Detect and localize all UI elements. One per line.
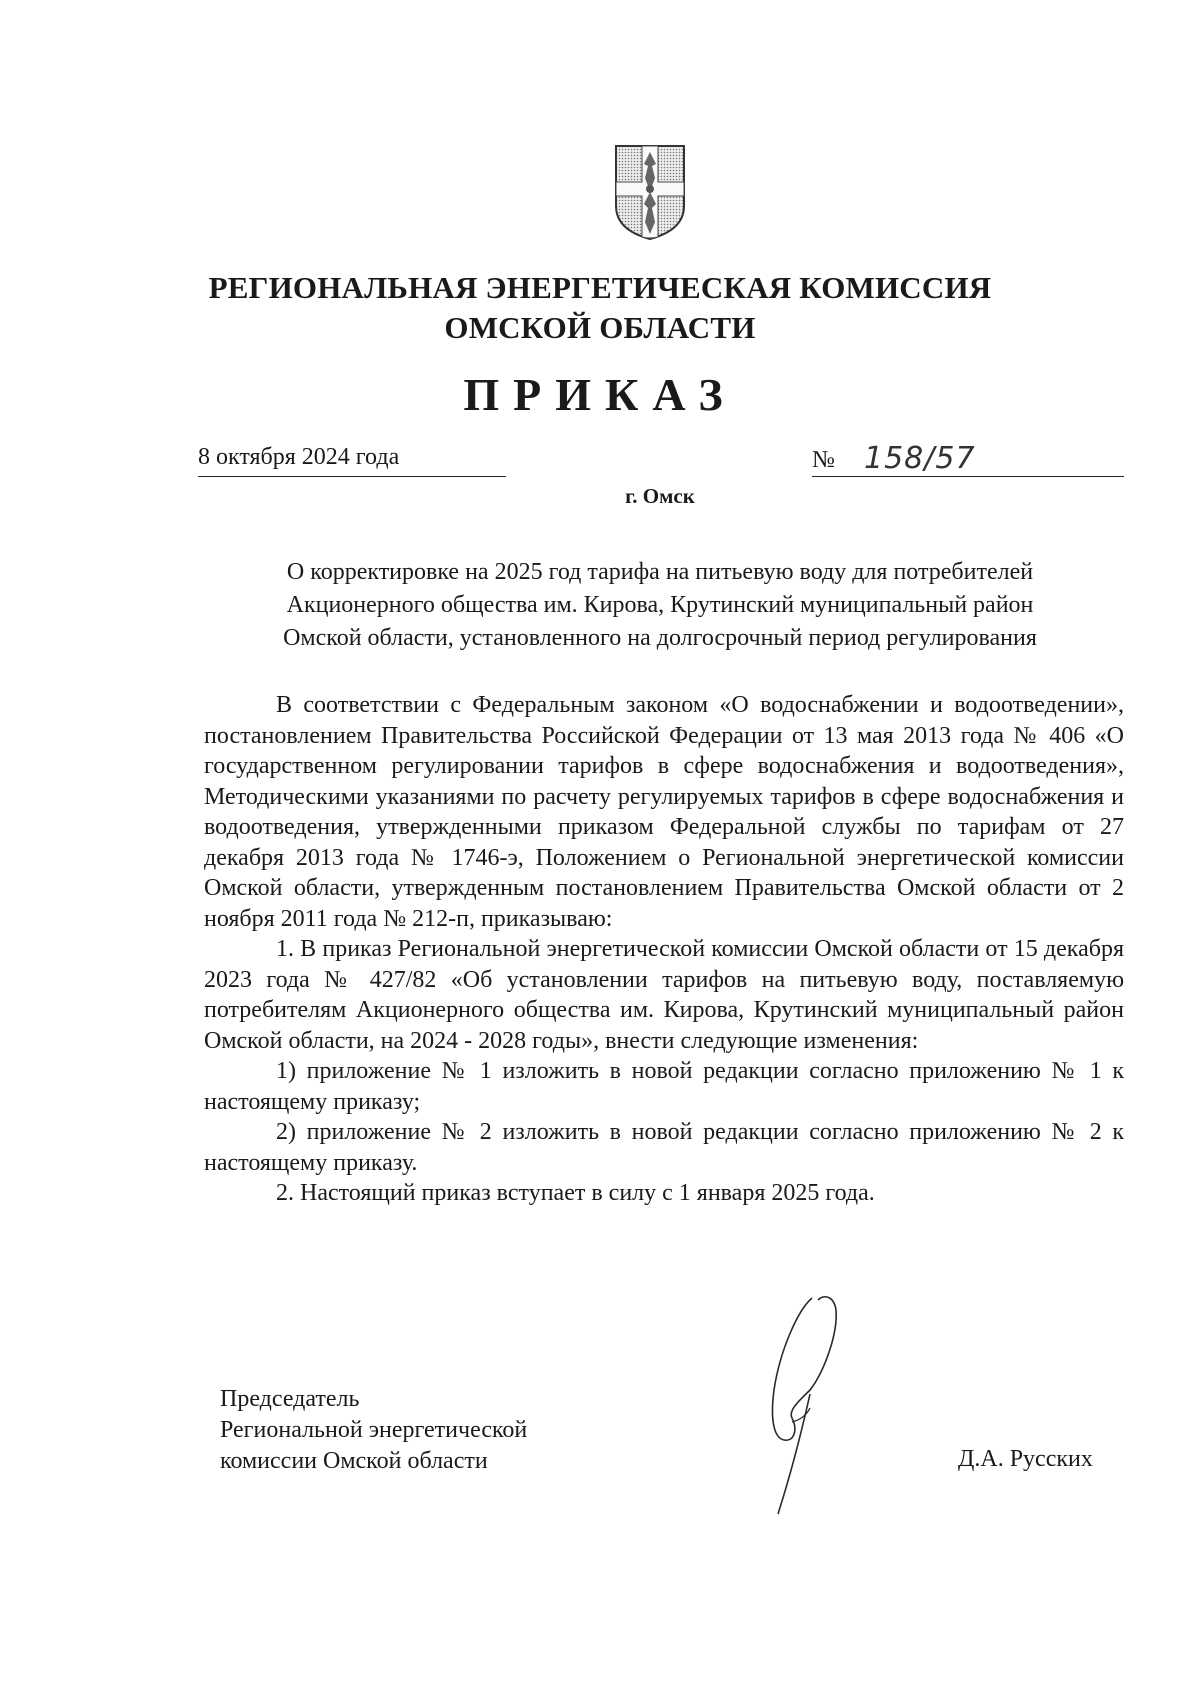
order-number <box>812 440 1124 477</box>
document-type-title: ПРИКАЗ <box>463 369 737 420</box>
handwritten-order-number: 158/57 <box>864 441 976 476</box>
item-1-paragraph: 1. В приказ Региональной энергетической комиссии Омской области от 15 декабря 2023 года № 427/82 «Об установлении тарифов на питьевую воду, поставляемую потребителям Акционерного общества им. Кирова, Крутинский муниципальный район Омской области, на 2024 - 2028 годы», внести следующие изменения: <box>204 936 1124 1054</box>
order-date <box>198 444 506 477</box>
coat-of-arms-icon <box>612 142 688 242</box>
item-1-2-paragraph: 2) приложение № 2 изложить в новой редакции согласно приложению № 2 к настоящему приказу. <box>204 1119 1124 1176</box>
organization-name-line-2: ОМСКОЙ ОБЛАСТИ <box>444 310 756 345</box>
order-subject <box>200 556 1120 655</box>
signatory-position-line-1: Председатель <box>220 1386 360 1412</box>
order-date-text: 8 октября 2024 года <box>198 444 400 470</box>
signatory-name: Д.А. Русских <box>958 1446 1093 1472</box>
signatory-position-line-3: комиссии Омской области <box>220 1448 488 1474</box>
item-1-1-paragraph: 1) приложение № 1 изложить в новой редакции согласно приложению № 1 к настоящему приказу; <box>204 1058 1124 1115</box>
subject-line-1: О корректировке на 2025 год тарифа на питьевую воду для потребителей <box>286 559 1034 585</box>
city-label: г. Омск <box>625 484 695 508</box>
number-sign: № <box>812 447 835 473</box>
subject-line-2: Акционерного общества им. Кирова, Крутинский муниципальный район <box>286 592 1034 618</box>
signatory-position-line-2: Региональной энергетической <box>220 1417 528 1443</box>
organization-name-line-1: РЕГИОНАЛЬНАЯ ЭНЕРГЕТИЧЕСКАЯ КОМИССИЯ <box>208 270 992 305</box>
handwritten-signature-icon <box>740 1290 860 1520</box>
preamble-paragraph: В соответствии с Федеральным законом «О водоснабжении и водоотведении», постановлением Правительства Российской Федерации от 13 мая 2013 года № 406 «О государственном регулировании тарифов в сфере водоснабжения и водоотведения», Методическими указаниями по расчету регулируемых тарифов в сфере водоснабжения и водоотведения, утвержденными приказом Федеральной службы по тарифам от 27 декабря 2013 года № 1746-э, Положением о Региональной энергетической комиссии Омской области, утвержденным постановлением Правительства Омской области от 2 ноября 2011 года № 212-п, приказываю: <box>204 692 1124 932</box>
signatory-position <box>220 1384 527 1477</box>
order-body <box>204 690 1124 1209</box>
item-2-paragraph: 2. Настоящий приказ вступает в силу с 1 января 2025 года. <box>276 1180 875 1206</box>
subject-line-3: Омской области, установленного на долгосрочный период регулирования <box>283 625 1037 651</box>
